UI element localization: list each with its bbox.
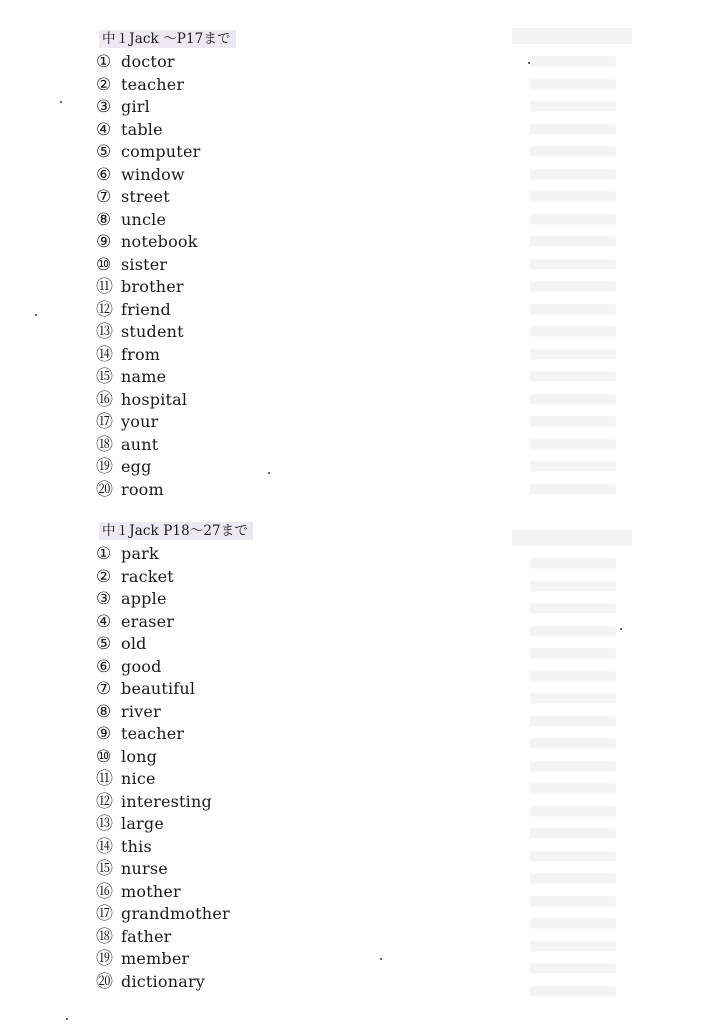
item-number: ⑳ [96, 971, 113, 992]
list-item [96, 701, 476, 724]
item-number: ⑨ [96, 724, 112, 744]
vocab-word: park [121, 544, 159, 563]
item-number: ③ [96, 589, 112, 609]
list-item [96, 791, 476, 814]
bleed-through-reverse-side [512, 28, 712, 998]
item-number: ⑧ [96, 701, 112, 722]
item-number: ⑩ [96, 254, 112, 275]
section-header: 中１Jack P18～27まで [99, 522, 253, 540]
item-number: ⑦ [96, 187, 112, 207]
vocab-word: computer [121, 142, 201, 161]
list-item [96, 51, 476, 74]
list-item [96, 321, 476, 344]
list-item [96, 926, 476, 949]
list-item [96, 74, 476, 97]
scan-speck [528, 62, 530, 64]
item-number: ⑭ [96, 344, 113, 365]
list-item [96, 723, 476, 746]
item-number: ⑫ [96, 791, 113, 812]
list-item [96, 858, 476, 881]
item-number: ⑭ [96, 836, 113, 857]
list-item [96, 678, 476, 701]
vocab-word: uncle [121, 209, 167, 229]
word-list [96, 543, 476, 993]
list-item [96, 119, 476, 142]
vocab-word: dictionary [121, 971, 206, 991]
list-item [96, 299, 476, 322]
list-item [96, 836, 476, 859]
section-header: 中１Jack ～P17まで [99, 30, 236, 48]
vocab-word: aunt [121, 434, 159, 454]
scan-speck [268, 472, 270, 474]
item-number: ⑮ [96, 859, 113, 879]
vocab-word: room [121, 479, 164, 499]
vocab-word: street [121, 187, 170, 206]
item-number: ⑦ [96, 679, 112, 699]
list-item [96, 479, 476, 502]
vocab-word: father [121, 926, 172, 946]
vocab-word: mother [121, 881, 181, 901]
list-item [96, 411, 476, 434]
list-item [96, 656, 476, 679]
list-item [96, 209, 476, 232]
list-item [96, 971, 476, 994]
vocab-word: interesting [121, 791, 212, 811]
item-number: ② [96, 74, 112, 95]
vocab-word: large [121, 814, 165, 833]
item-number: ① [96, 52, 112, 72]
item-number: ⑯ [96, 389, 113, 410]
vocab-word: friend [121, 299, 171, 319]
scan-speck [380, 958, 382, 960]
list-item [96, 903, 476, 926]
list-item [96, 588, 476, 611]
vocab-word: teacher [121, 74, 185, 94]
list-item [96, 96, 476, 119]
item-number: ⑲ [96, 457, 113, 477]
vocab-section-2 [96, 520, 476, 993]
item-number: ③ [96, 97, 112, 117]
vocab-word: window [121, 164, 185, 184]
item-number: ⑪ [96, 769, 113, 789]
item-number: ⑲ [96, 949, 113, 969]
vocab-word: sister [121, 254, 168, 274]
item-number: ⑮ [96, 367, 113, 387]
list-item [96, 366, 476, 389]
item-number: ⑤ [96, 142, 112, 162]
scan-speck [60, 101, 62, 103]
list-item [96, 434, 476, 457]
list-item [96, 611, 476, 634]
item-number: ⑥ [96, 656, 112, 677]
item-number: ⑫ [96, 299, 113, 320]
list-item [96, 344, 476, 367]
vocab-word: teacher [121, 724, 185, 743]
vocab-word: notebook [121, 232, 198, 251]
item-number: ⑥ [96, 164, 112, 185]
item-number: ⑪ [96, 277, 113, 297]
vocab-word: this [121, 836, 152, 856]
item-number: ⑬ [96, 322, 113, 342]
vocab-word: table [121, 119, 163, 139]
vocab-word: egg [121, 457, 152, 476]
vocab-word: brother [121, 277, 184, 296]
item-number: ⑱ [96, 926, 113, 947]
item-number: ⑤ [96, 634, 112, 654]
list-item [96, 543, 476, 566]
scan-speck [620, 628, 622, 630]
scan-speck [66, 1018, 68, 1020]
list-item [96, 231, 476, 254]
item-number: ① [96, 544, 112, 564]
list-item [96, 254, 476, 277]
item-number: ⑨ [96, 232, 112, 252]
vocab-word: apple [121, 589, 167, 608]
item-number: ⑰ [96, 904, 113, 924]
item-number: ⑳ [96, 479, 113, 500]
vocab-word: grandmother [121, 904, 230, 923]
item-number: ⑯ [96, 881, 113, 902]
list-item [96, 746, 476, 769]
item-number: ④ [96, 611, 112, 632]
item-number: ⑰ [96, 412, 113, 432]
item-number: ⑧ [96, 209, 112, 230]
vocab-word: your [121, 412, 159, 431]
list-item [96, 633, 476, 656]
vocab-word: river [121, 701, 161, 721]
item-number: ② [96, 566, 112, 587]
item-number: ⑬ [96, 814, 113, 834]
vocab-word: doctor [121, 52, 175, 71]
item-number: ④ [96, 119, 112, 140]
list-item [96, 276, 476, 299]
vocab-word: nurse [121, 859, 168, 878]
list-item [96, 456, 476, 479]
vocab-word: name [121, 367, 167, 386]
list-item [96, 768, 476, 791]
vocab-word: racket [121, 566, 174, 586]
vocab-word: good [121, 656, 162, 676]
vocab-section-1 [96, 28, 476, 501]
list-item [96, 566, 476, 589]
vocab-word: hospital [121, 389, 188, 409]
list-item [96, 186, 476, 209]
list-item [96, 141, 476, 164]
vocab-word: from [121, 344, 161, 364]
vocab-word: long [121, 746, 158, 766]
vocab-word: girl [121, 97, 150, 116]
word-list [96, 51, 476, 501]
list-item [96, 948, 476, 971]
vocab-word: member [121, 949, 190, 968]
item-number: ⑩ [96, 746, 112, 767]
vocab-word: old [121, 634, 147, 653]
vocab-word: nice [121, 769, 156, 788]
list-item [96, 164, 476, 187]
list-item [96, 389, 476, 412]
list-item [96, 881, 476, 904]
item-number: ⑱ [96, 434, 113, 455]
list-item [96, 813, 476, 836]
vocab-word: beautiful [121, 679, 196, 698]
vocab-word: student [121, 322, 184, 341]
scan-speck [35, 314, 37, 316]
vocab-word: eraser [121, 611, 175, 631]
